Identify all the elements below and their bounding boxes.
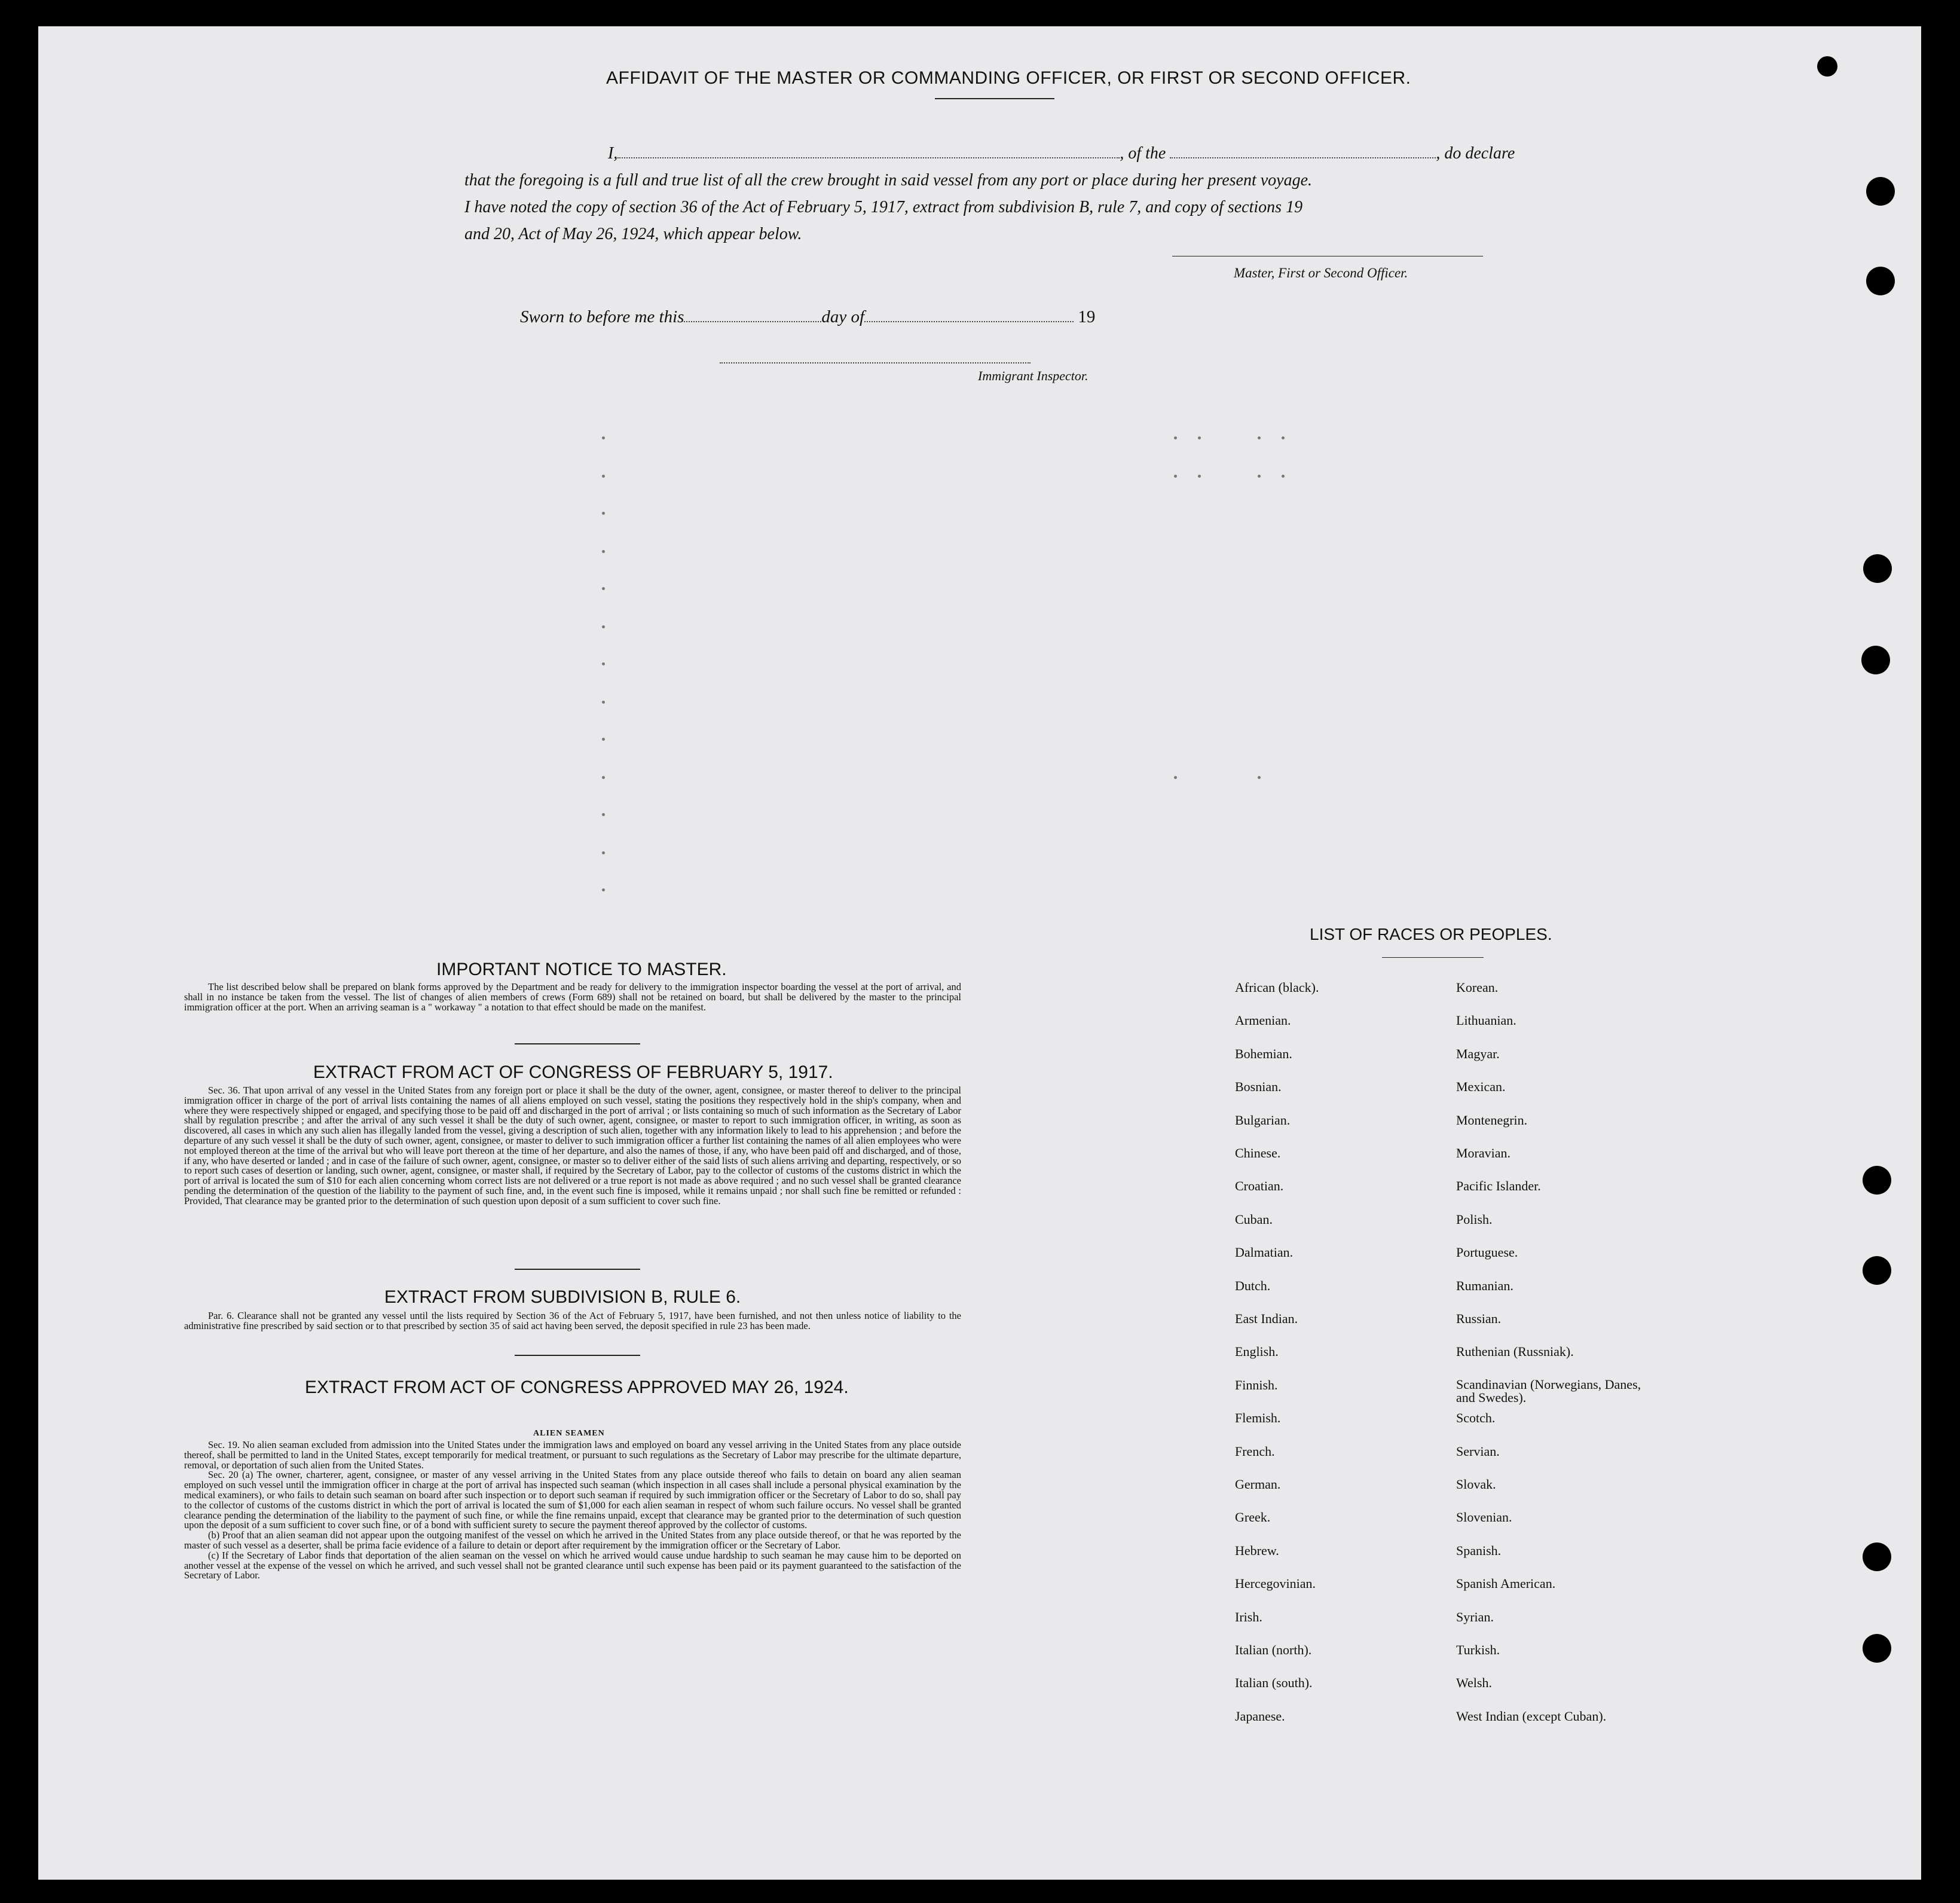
vessel-name-field[interactable] <box>1170 157 1436 158</box>
race-item-left: Bosnian. <box>1235 1079 1282 1095</box>
races-divider <box>1382 957 1484 958</box>
race-item-left: Irish. <box>1235 1609 1262 1624</box>
notice-paragraph: The list described below shall be prepared on blank forms approved by the Department and be ready for delivery to the immigration inspector boarding the vessel at the port of arrival, and shall in no instance be taken from the vessel. The list of changes of alien members of crews (Form 689) shall not be retained on board, but shall be delivered by the master to the principal immigration officer at the port. When an arriving seaman is a " workaway " a notation to that effect should be made on the manifest. <box>184 981 961 1013</box>
extract-1917-title: EXTRACT FROM ACT OF CONGRESS OF FEBRUARY 5, 1917. <box>313 1062 833 1082</box>
race-item-right: Korean. <box>1456 980 1499 995</box>
race-item-left: Hebrew. <box>1235 1542 1279 1558</box>
bleed-dot <box>1258 436 1261 439</box>
race-item-right: Rumanian. <box>1456 1278 1513 1293</box>
notice-divider <box>515 1043 640 1044</box>
inspector-label: Immigrant Inspector. <box>978 368 1088 383</box>
race-item-left: Dutch. <box>1235 1278 1271 1293</box>
punch-hole <box>1866 267 1895 295</box>
notice-title: IMPORTANT NOTICE TO MASTER. <box>436 960 727 979</box>
extract-1924-title: EXTRACT FROM ACT OF CONGRESS APPROVED MAY 26, 1924. <box>305 1377 849 1397</box>
race-item-left: Greek. <box>1235 1510 1271 1525</box>
bleed-dot <box>602 436 605 439</box>
inspector-signature-line[interactable] <box>720 362 1031 364</box>
race-item-right: Polish. <box>1456 1211 1493 1227</box>
punch-hole <box>1861 646 1890 674</box>
affidavit-line-2: that the foregoing is a full and true list of all the crew brought in said vessel from any port or place during her present voyage. <box>464 171 1313 190</box>
race-item-right: Ruthenian (Russniak). <box>1456 1344 1574 1360</box>
bleed-dot <box>602 888 605 891</box>
race-item-right: Russian. <box>1456 1311 1502 1326</box>
affidavit-line-3: I have noted the copy of section 36 of the Act of February 5, 1917, extract from subdivision B, rule 7, and copy of sections 19 <box>464 198 1303 216</box>
bleed-dot <box>602 851 605 854</box>
affidavit-of-the-label: , of the <box>1120 144 1166 163</box>
race-item-left: Bulgarian. <box>1235 1112 1291 1128</box>
bleed-dot <box>602 587 605 590</box>
race-item-right: Pacific Islander. <box>1456 1178 1541 1194</box>
punch-hole <box>1863 554 1892 583</box>
bleed-dot <box>602 813 605 816</box>
race-item-right: Slovak. <box>1456 1477 1496 1492</box>
race-item-right: West Indian (except Cuban). <box>1456 1708 1607 1724</box>
race-item-right: Lithuanian. <box>1456 1013 1516 1028</box>
bleed-dot <box>1282 436 1285 439</box>
race-item-left: English. <box>1235 1344 1279 1360</box>
bleed-dot <box>602 701 605 704</box>
race-item-left: Japanese. <box>1235 1708 1285 1724</box>
race-item-right: Syrian. <box>1456 1609 1494 1624</box>
sworn-day-of-label: day of <box>821 307 865 326</box>
sec20b-paragraph: (b) Proof that an alien seaman did not appear upon the outgoing manifest of the vessel on which he arrived in the United States from any place outside thereof, or that he was reported by the master of such vessel as a deserter, shall be prima facie evidence of a failure to detain or deport after requirement by the immigration officer or the Secretary of Labor. <box>184 1529 961 1551</box>
punch-hole <box>1863 1256 1891 1285</box>
extract-1917-paragraph: Sec. 36. That upon arrival of any vessel in the United States from any foreign port or place it shall be the duty of the owner, agent, consignee, or master thereof to deliver to the principal immigration officer in charge of the port of arrival lists containing the names of all aliens employed on such vessel, stating the positions they respectively hold in the ship's company, when and where they were respectively shipped or engaged, and specifying those to be paid off and discharged in the port of arrival ; or lists containing so much of such information as the Secretary of Labor shall by regulation prescribe ; and after the arrival of any such vessel it shall be the duty of such owner, agent, consignee, or master to report to such immigration officer, in writing, as soon as discovered, all cases in which any such alien has illegally landed from the vessel, giving a description of such alien, together with any information likely to lead to his apprehension ; and before the departure of any such vessel it shall be the duty of such owner, agent, consignee, or master to deliver to such immigration officer a further list containing the names of all alien employees who were not employed thereon at the time of the arrival but who will leave port thereon at the time of her departure, and also the names of those, if any, who have been paid off and discharged, and of those, if any, who have deserted or landed ; and in case of the failure of such owner, agent, consignee, or master so to deliver either of the said lists of such aliens arriving and departing, respectively, or so to report such cases of desertion or landing, such owner, agent, consignee, or master shall, if required by the Secretary of Labor, pay to the collector of customs of the customs district in which the port of arrival is located the sum of $10 for each alien concerning whom correct lists are not delivered or a true report is not made as above required ; and no such vessel shall be granted clearance pending the determination of the question of the liability to the payment of such fine, and, in the event such fine is imposed, while it remains unpaid ; nor shall such fine be remitted or refunded : Provided, That clearance may be granted prior to the determination of such question upon deposit of a sum sufficient to cover such fine. <box>184 1085 961 1206</box>
race-item-right: Scandinavian (Norwegians, Danes, and Swedes). <box>1456 1376 1641 1405</box>
bleed-dot <box>602 512 605 515</box>
extract-1917-text <box>184 1086 961 1206</box>
race-item-right: Moravian. <box>1456 1146 1511 1160</box>
sworn-line <box>520 307 1095 327</box>
bleed-dot <box>602 662 605 665</box>
race-item-left: Italian (south). <box>1235 1675 1313 1691</box>
bleed-dot <box>1258 776 1261 779</box>
race-item-left: African (black). <box>1235 980 1319 995</box>
punch-hole <box>1866 177 1895 206</box>
bleed-dot <box>1198 436 1201 439</box>
extract-rule6-divider <box>515 1355 640 1356</box>
race-item-right: Welsh. <box>1456 1675 1492 1691</box>
race-item-left: Hercegovinian. <box>1235 1576 1316 1592</box>
affidavit-line-1 <box>464 140 1570 167</box>
race-item-left: Flemish. <box>1235 1410 1281 1426</box>
sworn-prefix: Sworn to before me this <box>520 307 684 326</box>
race-item-right: Mexican. <box>1456 1079 1506 1095</box>
sworn-year-label: 19 <box>1078 307 1096 326</box>
race-item-right: Montenegrin. <box>1456 1112 1528 1128</box>
bleed-dot <box>1174 475 1177 478</box>
race-item-right: Spanish. <box>1456 1542 1502 1558</box>
bleed-dot <box>602 475 605 478</box>
bleed-dot <box>1198 475 1201 478</box>
race-item-right: Slovenian. <box>1456 1510 1512 1525</box>
race-item-right: Turkish. <box>1456 1642 1500 1657</box>
race-item-right: Servian. <box>1456 1443 1500 1459</box>
affidavit-title: AFFIDAVIT OF THE MASTER OR COMMANDING OFFICER, OR FIRST OR SECOND OFFICER. <box>606 68 1411 88</box>
bleed-dot <box>1258 475 1261 478</box>
extract-1917-divider <box>515 1269 640 1270</box>
bleed-dot <box>602 738 605 741</box>
bleed-dot <box>602 550 605 553</box>
bleed-dot <box>1174 436 1177 439</box>
punch-hole <box>1863 1542 1891 1571</box>
races-title: LIST OF RACES OR PEOPLES. <box>1310 925 1552 943</box>
race-item-left: Armenian. <box>1235 1013 1291 1028</box>
bleed-dot <box>1174 776 1177 779</box>
race-item-right: Scotch. <box>1456 1410 1496 1426</box>
extract-rule6-paragraph: Par. 6. Clearance shall not be granted any vessel until the lists required by Section 36 of the Act of February 5, 1917, have been furnished, and not then unless notice of liability to the administrative fine prescribed by said section or to that prescribed by section 35 of said act having been served, the deposit specified in rule 23 has been made. <box>184 1310 961 1331</box>
sec20a-paragraph: Sec. 20 (a) The owner, charterer, agent, consignee, or master of any vessel arriving in the United States from any place outside thereof who fails to detain on board any alien seaman employed on such vessel until the immigration officer in charge at the port of arrival has inspected such seaman (which inspection in all cases shall include a personal physical examination by the medical examiners), or who fails to detain such seaman on board after such inspection or to deport such seaman if required by such immigration officer or the Secretary of Labor to do so, shall pay to the collector of customs of the customs district in which the port of arrival is located the sum of $1,000 for each alien seaman in respect of whom such failure occurs. No vessel shall be granted clearance pending the determination of the liability to the payment of such fine, or while the fine remains unpaid, except that clearance may be granted prior to the determination of such question upon the deposit of a sum sufficient to cover such fine, or of a bond with sufficient surety to secure the payment thereof approved by the collector of customs. <box>184 1469 961 1531</box>
sworn-month-field[interactable] <box>864 321 1074 322</box>
affidavit-body <box>464 140 1570 248</box>
affidavit-do-declare-label: , do declare <box>1436 144 1515 163</box>
race-item-left: Croatian. <box>1235 1178 1284 1194</box>
notice-text <box>184 982 961 1012</box>
race-item-left: East Indian. <box>1235 1311 1298 1326</box>
bleed-dot <box>602 776 605 779</box>
bleed-dot <box>602 625 605 628</box>
race-item-right: Portuguese. <box>1456 1245 1518 1260</box>
alien-seamen-subtitle: ALIEN SEAMEN <box>533 1429 605 1438</box>
race-item-left: Dalmatian. <box>1235 1245 1294 1260</box>
title-divider <box>935 98 1054 99</box>
race-item-left: Cuban. <box>1235 1211 1273 1227</box>
extract-rule6-text <box>184 1311 961 1331</box>
sworn-day-field[interactable] <box>684 321 821 322</box>
punch-hole <box>1863 1166 1891 1195</box>
extract-1924-text <box>184 1440 961 1581</box>
race-item-left: German. <box>1235 1477 1281 1492</box>
sec20c-paragraph: (c) If the Secretary of Labor finds that deportation of the alien seaman on the vessel on which he arrived would cause undue hardship to such seaman he may cause him to be deported on another vessel at the expense of the vessel on which he arrived, and such vessel shall not be granted clearance until such expense has been paid or its payment guaranteed to the satisfaction of the Secretary of Labor. <box>184 1549 961 1581</box>
sec19-paragraph: Sec. 19. No alien seaman excluded from admission into the United States under the immigration laws and employed on board any vessel arriving in the United States from any place outside thereof, shall be permitted to land in the United States, except temporarily for medical treatment, or pursuant to such regulations as the Secretary of Labor may prescribe for the ultimate departure, removal, or deportation of such alien from the United States. <box>184 1439 961 1471</box>
punch-hole <box>1863 1634 1891 1663</box>
extract-rule6-title: EXTRACT FROM SUBDIVISION B, RULE 6. <box>384 1287 741 1307</box>
punch-hole <box>1817 56 1837 77</box>
master-signature-label: Master, First or Second Officer. <box>1234 265 1408 280</box>
master-name-field[interactable] <box>617 157 1120 158</box>
race-item-left: Bohemian. <box>1235 1046 1292 1061</box>
bleed-dot <box>1282 475 1285 478</box>
race-item-left: French. <box>1235 1443 1275 1459</box>
affidavit-line-4: and 20, Act of May 26, 1924, which appear below. <box>464 225 802 243</box>
race-item-left: Chinese. <box>1235 1146 1281 1160</box>
form-sheet <box>38 26 1921 1880</box>
race-item-right: Magyar. <box>1456 1046 1500 1061</box>
race-item-left: Italian (north). <box>1235 1642 1312 1657</box>
affidavit-i-label: I, <box>608 144 618 163</box>
race-item-left: Finnish. <box>1235 1377 1278 1392</box>
race-item-right: Spanish American. <box>1456 1576 1556 1592</box>
